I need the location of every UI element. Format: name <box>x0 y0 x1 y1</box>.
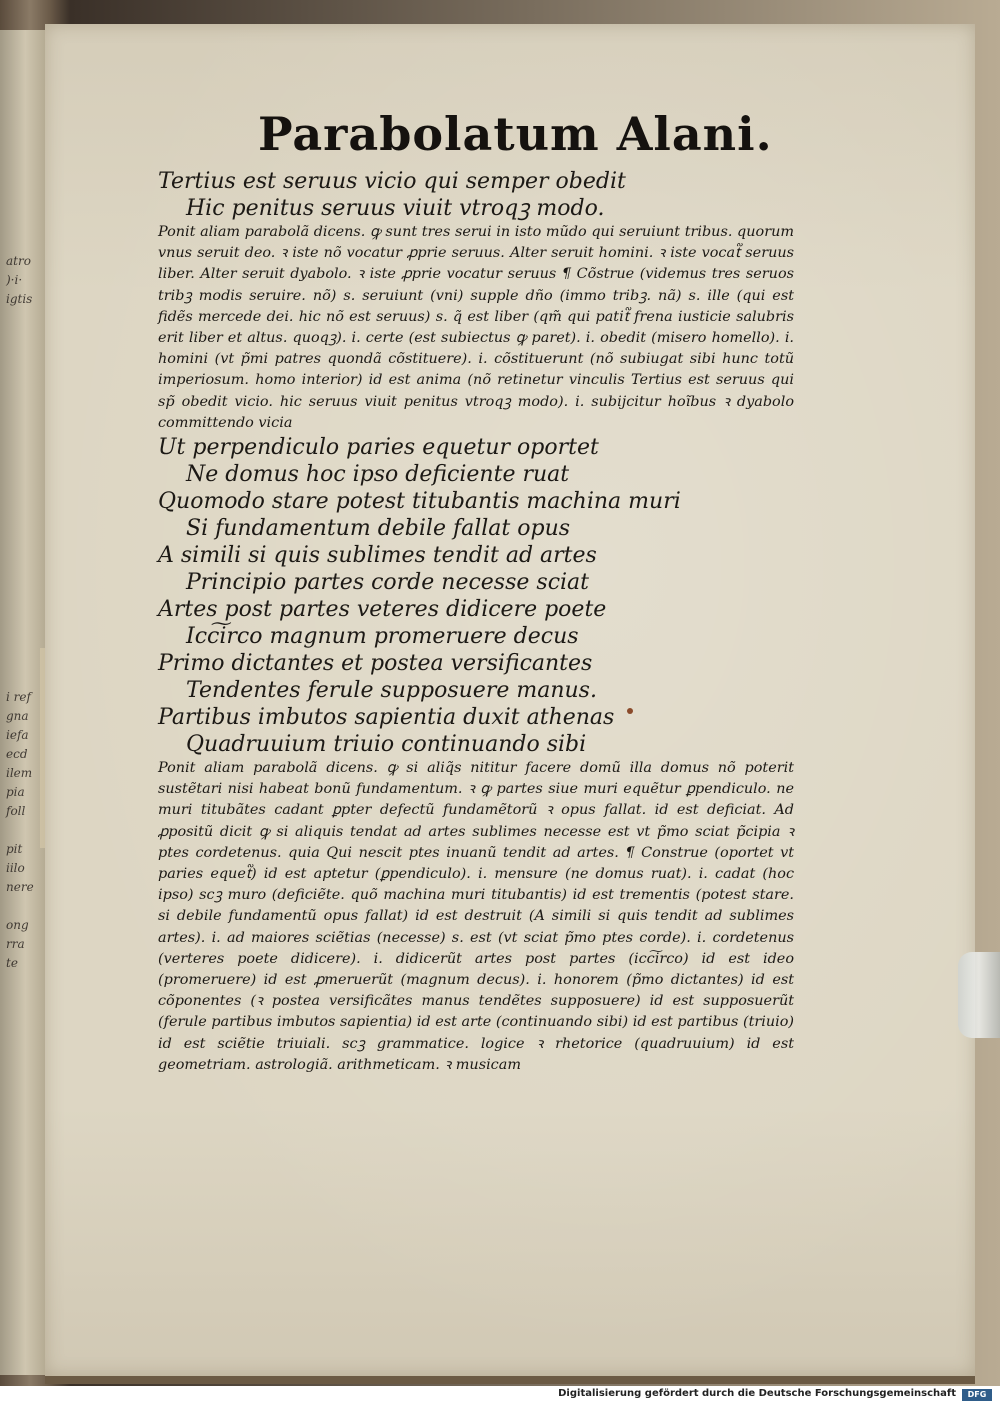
left-fragment: i ref <box>6 690 31 704</box>
verse-group <box>158 434 808 758</box>
verse-line: Icc͠irco magnum promeruere decus <box>186 624 579 650</box>
left-fragment: foll <box>6 804 26 818</box>
left-fragment: pia <box>6 785 25 799</box>
funding-credit: Digitalisierung gefördert durch die Deutsche Forschungsgemeinschaft <box>558 1388 956 1399</box>
page-clip <box>958 952 1000 1038</box>
verse-line: Hic penitus seruus viuit vtroqꝫ modo. <box>186 196 605 221</box>
verse-line: Principio partes corde necesse sciat <box>186 570 590 596</box>
verse-line: Tertius est seruus vicio qui semper obedit <box>158 169 626 194</box>
page-bottom-edge <box>45 1376 975 1384</box>
verse-line: A simili si quis sublimes tendit ad artes <box>158 543 597 569</box>
verse-line: Ne domus hoc ipso deficiente ruat <box>186 462 570 488</box>
verse-line: Quadruuium triuio continuando sibi <box>186 732 587 758</box>
left-fragment: ilem <box>6 766 33 780</box>
digitization-footer <box>0 1386 1000 1404</box>
ink-spot <box>627 708 633 714</box>
left-fragment: iilo <box>6 861 25 875</box>
page-text <box>158 108 808 1076</box>
verse-line: Primo dictantes et postea versificantes <box>158 651 593 677</box>
left-fragment: gna <box>6 709 29 723</box>
left-fragment: rra <box>6 937 25 951</box>
verse-line: Si fundamentum debile fallat opus <box>186 516 571 542</box>
left-fragment: igtis <box>6 292 33 306</box>
left-fragment: nere <box>6 880 34 894</box>
commentary-paragraph: Ponit aliam parabolã dicens. ꝙ si aliq̃s nititur facere domũ illa domus nõ poterit sustẽtari nisi habeat bonũ fundamentum. ꝛ ꝙ partes siue muri equẽtur ꝑpendiculo. ne muri titubãtes cadant ꝑpter defectũ fundamẽtorũ ꝛ opus fallat. id est deficiat. Ad ꝓpositũ dicit ꝙ si aliquis tendat ad artes sublimes necesse est vt p̃mo sciat p̃cipia ꝛ ptes cordetenus. quia Qui nescit ptes inuanũ tendit ad artes. ¶ Construe (oportet vt paries equet᷑) id est aptetur (ꝑpendiculo). i. mensure (ne domus ruat). i. cadat (hoc ipso) scꝫ muro (deficiẽte. quõ machina muri titubantis) id est trementis (potest stare. si debile fundamentũ opus fallat) id est destruit (A simili si quis tendit ad sublimes artes). i. ad maiores sciẽtias (necesse) s. est (vt sciat p̃mo ptes corde). i. cordetenus (verteres poete didicere). i. didicerũt artes post partes (icc͠irco) id est ideo (promeruere) id est ꝓmeruerũt (magnum decus). i. honorem (p̃mo dictantes) id est cõponentes (ꝛ postea versificãtes manus tendẽtes supposuere) id est supposuerũt (ferule partibus imbutos sapientia) id est arte (continuando sibi) id est partibus (triuio) id est sciẽtie triuiali. scꝫ grammatice. logice ꝛ rhetorice (quadruuium) id est geometriam. astrologiã. arithmeticam. ꝛ musicam <box>158 760 794 1073</box>
verse-line: Ut perpendiculo paries equetur oportet <box>158 435 599 461</box>
page-title: Parabolatum Alani. <box>258 107 773 161</box>
left-fragment: pit <box>6 842 23 856</box>
left-fragment: iefa <box>6 728 29 742</box>
dfg-logo: DFG <box>962 1389 992 1401</box>
left-fragment: ong <box>6 918 29 932</box>
left-fragment: te <box>6 956 18 970</box>
verse-line: Artes post partes veteres didicere poete <box>158 597 607 623</box>
left-fragment: )·i· <box>6 273 23 287</box>
left-fragment: ecd <box>6 747 28 761</box>
commentary-paragraph: Ponit aliam parabolã dicens. ꝙ sunt tres serui in isto mũdo qui seruiunt tribus. quorum vnus seruit deo. ꝛ iste nõ vocatur ꝓprie seruus. Alter seruit homini. ꝛ iste vocat᷑ seruus liber. Alter seruit dyabolo. ꝛ iste ꝓprie vocatur seruus ¶ Cõstrue (videmus tres seruos tribꝫ modis seruire. nõ) s. seruiunt (vni) supple dño (immo tribꝫ. nã) s. ille (qui est fidẽs mercede dei. hic nõ est seruus) s. q̃ est liber (qm̃ qui patit᷑ frena iusticie salubris erit liber et altus. quoqꝫ). i. certe (est subiectus ꝙ paret). i. obedit (misero homello). i. homini (vt p̃mi patres quondã cõstituere). i. cõstituerunt (nõ subiugat sibi hunc totũ imperiosum. homo interior) id est anima (nõ retinetur vinculis Tertius est seruus qui sp̃ obedit vicio. hic seruus viuit penitus vtroqꝫ modo). i. subijcitur hoĩbus ꝛ dyabolo committendo vicia <box>158 224 794 431</box>
verse-line: Partibus imbutos sapientia duxit athenas <box>158 705 615 731</box>
left-fragment: atro <box>6 254 31 268</box>
verse-line: Quomodo stare potest titubantis machina muri <box>158 489 681 515</box>
verse-line: Tendentes ferule supposuere manus. <box>186 678 597 704</box>
